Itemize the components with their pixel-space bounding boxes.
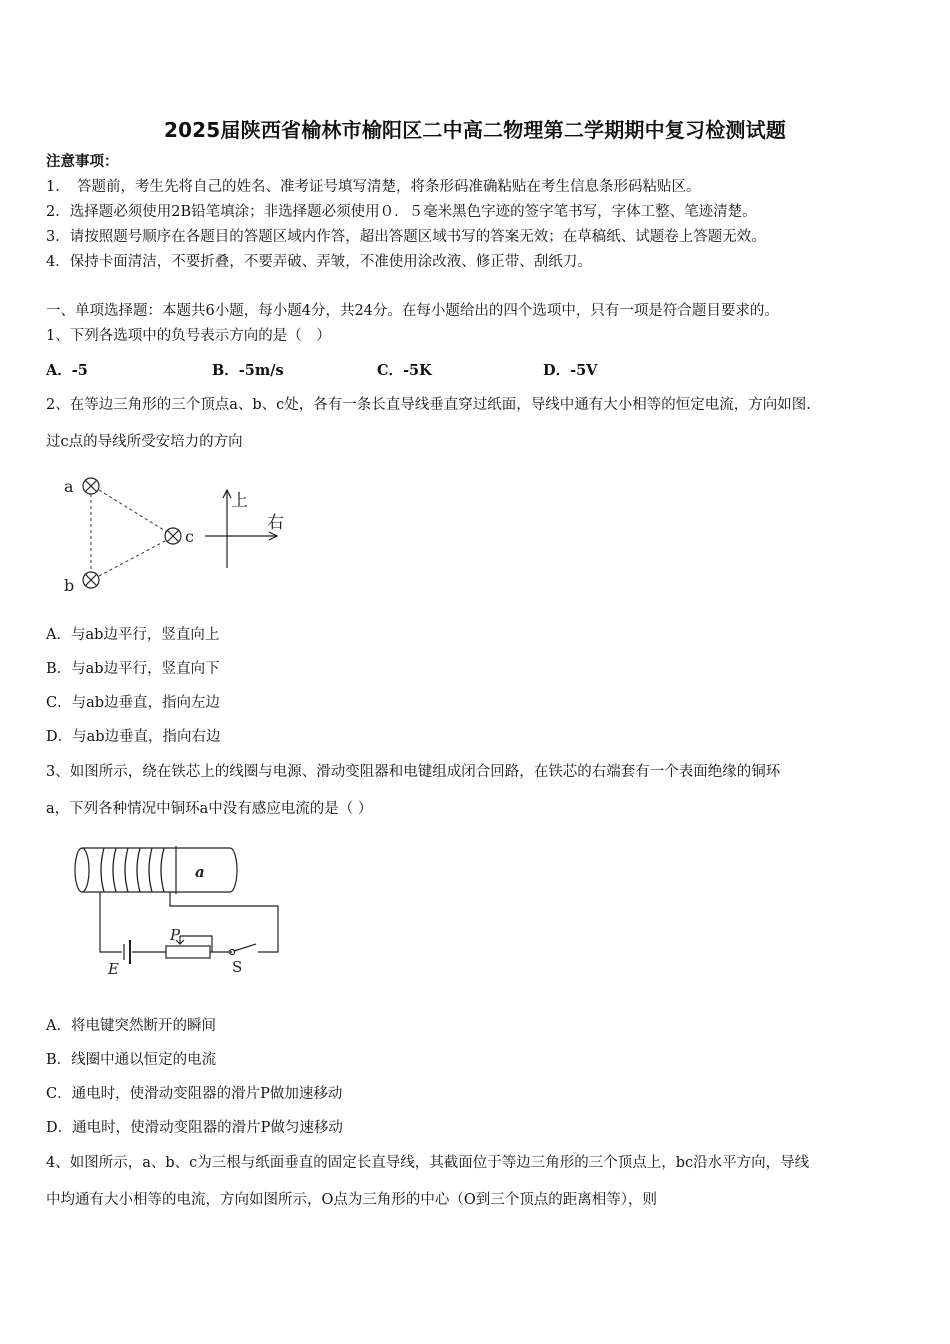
notice-item: 3．请按照题号顺序在各题目的答题区域内作答，超出答题区域书写的答案无效；在草稿纸、试题卷上答题无效。 (46, 229, 766, 245)
question-3-stem-line1: 3、如图所示，绕在铁芯上的线圈与电源、滑动变阻器和电键组成闭合回路，在铁芯的右端套有一个表面绝缘的铜环 (46, 764, 781, 780)
question-1-stem: 1、下列各选项中的负号表示方向的是（ ） (46, 328, 331, 344)
section-heading: 一、单项选择题：本题共6小题，每小题4分，共24分。在每小题给出的四个选项中，只有一项是符合题目要求的。 (46, 303, 779, 319)
question-2-stem-line1: 2、在等边三角形的三个顶点a、b、c处，各有一条长直导线垂直穿过纸面，导线中通有大小相等的恒定电流，方向如图. (46, 397, 811, 413)
question-3-option-d: D．通电时，使滑动变阻器的滑片P做匀速移动 (46, 1120, 343, 1136)
label-E: E (108, 960, 119, 978)
label-c: c (185, 527, 194, 546)
circuit-wires (100, 892, 278, 952)
label-b: b (64, 576, 75, 595)
question-1-option-c: C．-5K (377, 362, 432, 379)
question-2-option-b: B．与ab边平行，竖直向下 (46, 661, 220, 677)
question-3-figure (72, 840, 287, 980)
question-3-option-b: B．线圈中通以恒定的电流 (46, 1052, 217, 1068)
question-3-stem-line2: a，下列各种情况中铜环a中没有感应电流的是（ ） (46, 801, 373, 817)
wire-a-into-page-icon (83, 478, 99, 494)
question-3-option-c: C．通电时，使滑动变阻器的滑片P做加速移动 (46, 1086, 343, 1102)
notice-heading: 注意事项： (46, 153, 119, 170)
label-a: a (64, 477, 74, 496)
label-P: P (170, 926, 181, 944)
question-1-option-a: A．-5 (46, 362, 88, 379)
wire-b-into-page-icon (83, 572, 99, 588)
question-1-option-d: D．-5V (543, 362, 598, 379)
switch-icon (230, 944, 257, 955)
question-2-option-c: C．与ab边垂直，指向左边 (46, 695, 221, 711)
question-2-stem-line2: 过c点的导线所受安培力的方向 (46, 434, 243, 450)
notice-item: 4．保持卡面清洁，不要折叠，不要弄破、弄皱，不准使用涂改液、修正带、刮纸刀。 (46, 254, 592, 270)
label-ring-a: a (195, 863, 205, 881)
question-2-option-a: A．与ab边平行，竖直向上 (46, 627, 220, 643)
coil-turns (101, 848, 164, 892)
label-up: 上 (231, 491, 248, 511)
question-2-option-d: D．与ab边垂直，指向右边 (46, 729, 221, 745)
question-1-option-b: B．-5m/s (212, 362, 284, 379)
question-4-stem-line2: 中均通有大小相等的电流，方向如图所示，O点为三角形的中心（O到三个顶点的距离相等），则 (46, 1192, 658, 1208)
question-3-option-a: A．将电键突然断开的瞬间 (46, 1018, 216, 1034)
triangle-sides (91, 490, 167, 576)
battery-icon (124, 940, 130, 964)
page-title: 2025届陕西省榆林市榆阳区二中高二物理第二学期期中复习检测试题 (163, 118, 787, 142)
label-S: S (232, 958, 243, 976)
iron-core (75, 848, 237, 892)
question-4-stem-line1: 4、如图所示，a、b、c为三根与纸面垂直的固定长直导线，其截面位于等边三角形的三个顶点上，bc沿水平方向，导线 (46, 1155, 810, 1171)
notice-item: 1． 答题前，考生先将自己的姓名、准考证号填写清楚，将条形码准确粘贴在考生信息条形码粘贴区。 (46, 179, 701, 195)
notice-item: 2．选择题必须使用2B铅笔填涂；非选择题必须使用０．５毫米黑色字迹的签字笔书写，字体工整、笔迹清楚。 (46, 204, 757, 220)
question-2-figure (55, 470, 305, 600)
wire-c-into-page-icon (165, 528, 181, 544)
label-right: 右 (267, 513, 284, 533)
